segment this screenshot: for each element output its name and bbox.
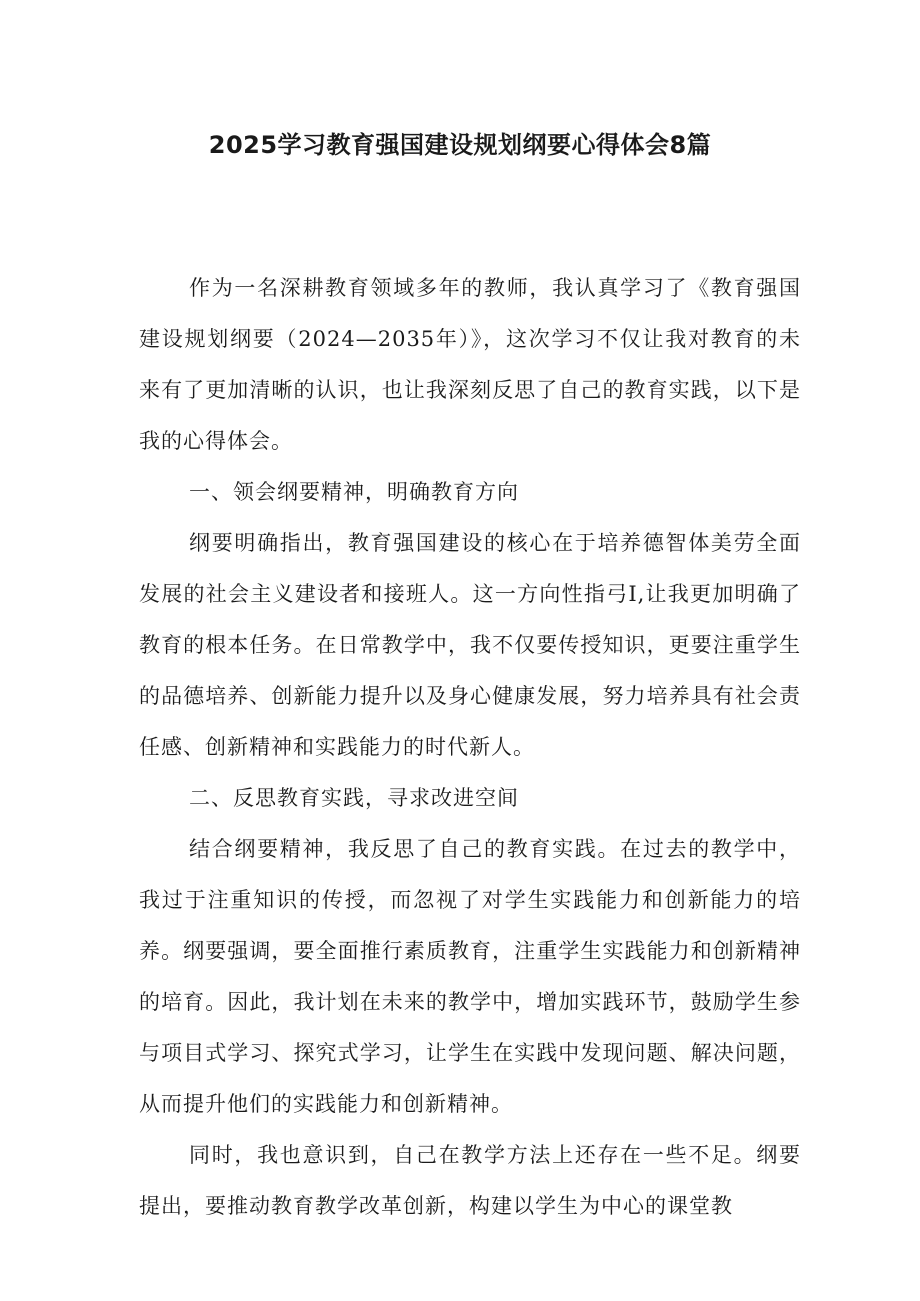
paragraph-continuation: 同时，我也意识到，自己在教学方法上还存在一些不足。纲要提出，要推动教育教学改革创新，构建以学生为中心的课堂教 xyxy=(139,1143,801,1218)
section-heading-1: 一、领会纲要精神，明确教育方向 xyxy=(189,480,519,504)
document-body xyxy=(139,263,801,1232)
paragraph-section-1: 纲要明确指出，教育强国建设的核心在于培养德智体美劳全面发展的社会主义建设者和接班人。这一方向性指弓I,让我更加明确了教育的根本任务。在日常教学中，我不仅要传授知识，更要注重学生的品德培养、创新能力提升以及身心健康发展，努力培养具有社会责任感、创新精神和实践能力的时代新人。 xyxy=(139,531,801,759)
document-title: 2025学习教育强国建设规划纲要心得体会8篇 xyxy=(208,131,712,159)
section-heading-2: 二、反思教育实践，寻求改进空间 xyxy=(189,786,519,810)
paragraph-section-2: 结合纲要精神，我反思了自己的教育实践。在过去的教学中，我过于注重知识的传授，而忽视了对学生实践能力和创新能力的培养。纲要强调，要全面推行素质教育，注重学生实践能力和创新精神的培育。因此，我计划在未来的教学中，增加实践环节，鼓励学生参与项目式学习、探究式学习，让学生在实践中发现问题、解决问题，从而提升他们的实践能力和创新精神。 xyxy=(139,837,801,1116)
paragraph-intro: 作为一名深耕教育领域多年的教师，我认真学习了《教育强国建设规划纲要（2024—2035年）》，这次学习不仅让我对教育的未来有了更加清晰的认识，也让我深刻反思了自己的教育实践，以下是我的心得体会。 xyxy=(139,276,801,453)
